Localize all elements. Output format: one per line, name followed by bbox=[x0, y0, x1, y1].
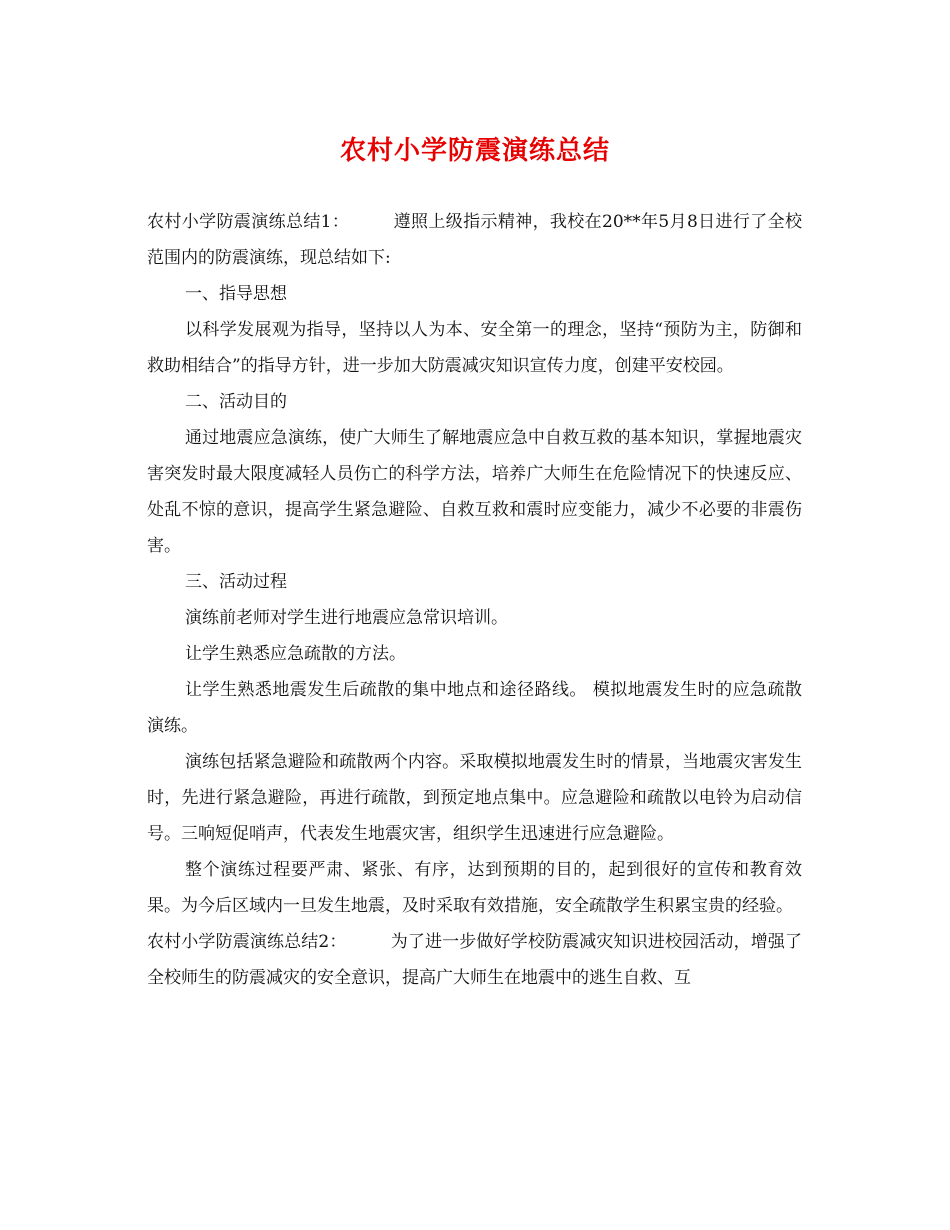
document-body bbox=[147, 204, 802, 996]
paragraph-activity-purpose: 通过地震应急演练，使广大师生了解地震应急中自救互救的基本知识，掌握地震灾害突发时最大限度减轻人员伤亡的科学方法，培养广大师生在危险情况下的快速反应、处乱不惊的意识，提高学生紧急避险、自救互救和震时应变能力，减少不必要的非震伤害。 bbox=[147, 428, 802, 556]
section-2-intro bbox=[147, 924, 802, 996]
heading-activity-process: 三、活动过程 bbox=[185, 572, 287, 592]
heading-activity-purpose: 二、活动目的 bbox=[185, 392, 287, 412]
section-2-label: 农村小学防震演练总结2： bbox=[147, 932, 347, 952]
section-1-label: 农村小学防震演练总结1： bbox=[147, 212, 350, 232]
heading-guiding-thought: 一、指导思想 bbox=[185, 284, 287, 304]
section-1-intro-text: 遵照上级指示精神，我校在20**年5月8日进行了全校范围内的防震演练，现总结如下: bbox=[147, 212, 802, 268]
paragraph-drill-content: 演练包括紧急避险和疏散两个内容。采取模拟地震发生时的情景，当地震灾害发生时，先进行紧急避险，再进行疏散，到预定地点集中。应急避险和疏散以电铃为启动信号。三响短促哨声，代表发生地震灾害，组织学生迅速进行应急避险。 bbox=[147, 752, 802, 844]
paragraph-evacuation-route: 让学生熟悉地震发生后疏散的集中地点和途径路线。 模拟地震发生时的应急疏散演练。 bbox=[147, 680, 802, 736]
section-2-intro-text: 为了进一步做好学校防震减灾知识进校园活动，增强了全校师生的防震减灾的安全意识，提高广大师生在地震中的逃生自救、互 bbox=[147, 932, 802, 988]
document-title: 农村小学防震演练总结 bbox=[339, 136, 610, 166]
paragraph-training: 演练前老师对学生进行地震应急常识培训。 bbox=[185, 608, 508, 628]
section-1-intro bbox=[147, 204, 802, 276]
paragraph-evacuation-method: 让学生熟悉应急疏散的方法。 bbox=[185, 644, 406, 664]
paragraph-drill-summary: 整个演练过程要严肃、紧张、有序，达到预期的目的，起到很好的宣传和教育效果。为今后区域内一旦发生地震，及时采取有效措施，安全疏散学生积累宝贵的经验。 bbox=[147, 860, 802, 916]
paragraph-guiding-thought: 以科学发展观为指导，坚持以人为本、安全第一的理念，坚持“预防为主，防御和救助相结合”的指导方针，进一步加大防震减灾知识宣传力度，创建平安校园。 bbox=[147, 320, 802, 376]
